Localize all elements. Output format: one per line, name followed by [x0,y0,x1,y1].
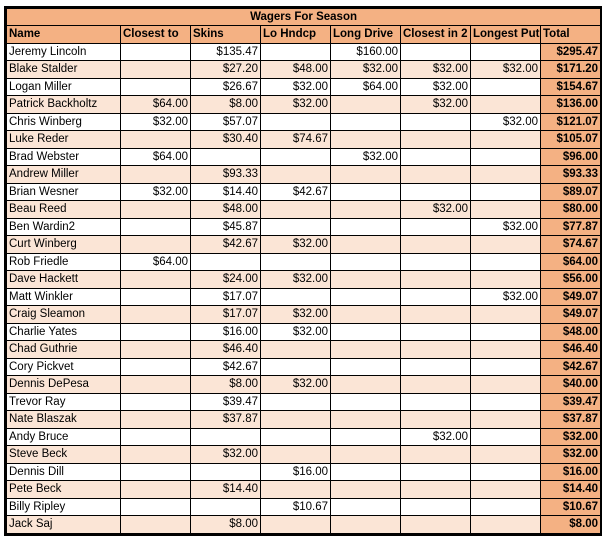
cell-name[interactable]: Jeremy Lincoln [7,43,121,61]
cell-skins[interactable]: $26.67 [191,78,261,96]
cell-total[interactable]: $14.40 [541,481,601,499]
table-row [7,61,601,79]
table-row [7,131,601,149]
cell-closest-to[interactable] [121,498,191,516]
cell-name[interactable]: Dennis Dill [7,463,121,481]
cell-total[interactable]: $93.33 [541,166,601,184]
cell-long-drive[interactable] [331,166,401,184]
cell-total[interactable]: $136.00 [541,96,601,114]
cell-closest-to[interactable] [121,61,191,79]
cell-longest-put[interactable] [471,183,541,201]
cell-long-drive[interactable] [331,236,401,254]
cell-long-drive[interactable]: $32.00 [331,148,401,166]
cell-skins[interactable]: $37.87 [191,411,261,429]
column-header-total[interactable]: Total [541,26,601,44]
cell-total[interactable]: $10.67 [541,498,601,516]
table-row [7,428,601,446]
cell-total[interactable]: $42.67 [541,358,601,376]
cell-longest-put[interactable] [471,201,541,219]
cell-lo-hndcp[interactable]: $10.67 [261,498,331,516]
cell-long-drive[interactable] [331,463,401,481]
cell-closest-in-2[interactable] [401,43,471,61]
cell-long-drive[interactable] [331,428,401,446]
table-row [7,376,601,394]
cell-skins[interactable]: $93.33 [191,166,261,184]
cell-long-drive[interactable] [331,498,401,516]
cell-longest-put[interactable] [471,376,541,394]
cell-closest-in-2[interactable]: $32.00 [401,78,471,96]
sheet-title[interactable]: Wagers For Season [7,9,601,26]
cell-lo-hndcp[interactable] [261,358,331,376]
cell-closest-in-2[interactable]: $32.00 [401,96,471,114]
cell-name[interactable]: Luke Reder [7,131,121,149]
cell-closest-to[interactable] [121,411,191,429]
cell-skins[interactable]: $42.67 [191,358,261,376]
cell-longest-put[interactable] [471,446,541,464]
cell-name[interactable]: Chris Winberg [7,113,121,131]
cell-total[interactable]: $80.00 [541,201,601,219]
cell-total[interactable]: $74.67 [541,236,601,254]
cell-long-drive[interactable]: $64.00 [331,78,401,96]
cell-longest-put[interactable] [471,516,541,534]
cell-long-drive[interactable] [331,306,401,324]
table-row [7,113,601,131]
cell-skins[interactable]: $8.00 [191,376,261,394]
table-row [7,498,601,516]
cell-lo-hndcp[interactable] [261,148,331,166]
cell-skins[interactable]: $32.00 [191,446,261,464]
table-row [7,411,601,429]
cell-closest-in-2[interactable] [401,288,471,306]
cell-closest-to[interactable] [121,166,191,184]
cell-name[interactable]: Brad Webster [7,148,121,166]
cell-closest-to[interactable] [121,271,191,289]
cell-longest-put[interactable] [471,341,541,359]
cell-name[interactable]: Andy Bruce [7,428,121,446]
cell-skins[interactable]: $14.40 [191,183,261,201]
cell-skins[interactable] [191,498,261,516]
cell-name[interactable]: Steve Beck [7,446,121,464]
cell-long-drive[interactable] [331,183,401,201]
cell-lo-hndcp[interactable] [261,481,331,499]
cell-longest-put[interactable] [471,78,541,96]
cell-longest-put[interactable] [471,358,541,376]
cell-closest-to[interactable]: $64.00 [121,253,191,271]
cell-closest-to[interactable]: $64.00 [121,96,191,114]
cell-closest-in-2[interactable] [401,341,471,359]
cell-lo-hndcp[interactable] [261,341,331,359]
cell-lo-hndcp[interactable] [261,253,331,271]
cell-closest-in-2[interactable] [401,323,471,341]
cell-skins[interactable]: $27.20 [191,61,261,79]
table-row [7,96,601,114]
cell-closest-in-2[interactable] [401,306,471,324]
cell-lo-hndcp[interactable]: $74.67 [261,131,331,149]
cell-lo-hndcp[interactable]: $32.00 [261,323,331,341]
cell-closest-to[interactable] [121,288,191,306]
cell-name[interactable]: Curt Winberg [7,236,121,254]
cell-name[interactable]: Billy Ripley [7,498,121,516]
table-row [7,358,601,376]
column-header-longest-put[interactable]: Longest Put [471,26,541,44]
cell-total[interactable]: $64.00 [541,253,601,271]
cell-total[interactable]: $56.00 [541,271,601,289]
cell-name[interactable]: Brian Wesner [7,183,121,201]
table-row [7,516,601,534]
cell-long-drive[interactable] [331,411,401,429]
cell-lo-hndcp[interactable] [261,516,331,534]
cell-long-drive[interactable] [331,201,401,219]
cell-name[interactable]: Charlie Yates [7,323,121,341]
cell-closest-in-2[interactable] [401,446,471,464]
cell-skins[interactable]: $57.07 [191,113,261,131]
cell-name[interactable]: Chad Guthrie [7,341,121,359]
cell-long-drive[interactable] [331,113,401,131]
cell-longest-put[interactable] [471,236,541,254]
cell-skins[interactable]: $135.47 [191,43,261,61]
cell-total[interactable]: $48.00 [541,323,601,341]
cell-total[interactable]: $46.40 [541,341,601,359]
table-row [7,463,601,481]
cell-closest-to[interactable]: $32.00 [121,183,191,201]
cell-long-drive[interactable] [331,446,401,464]
cell-longest-put[interactable]: $32.00 [471,288,541,306]
cell-skins[interactable] [191,148,261,166]
cell-skins[interactable]: $17.07 [191,288,261,306]
cell-longest-put[interactable]: $32.00 [471,113,541,131]
cell-total[interactable]: $89.07 [541,183,601,201]
table-row [7,446,601,464]
column-header-closest-in-2[interactable]: Closest in 2 [401,26,471,44]
cell-total[interactable]: $154.67 [541,78,601,96]
wagers-table [6,8,601,534]
cell-longest-put[interactable] [471,253,541,271]
cell-total[interactable]: $96.00 [541,148,601,166]
cell-longest-put[interactable] [471,148,541,166]
cell-name[interactable]: Cory Pickvet [7,358,121,376]
cell-longest-put[interactable] [471,481,541,499]
cell-skins[interactable]: $14.40 [191,481,261,499]
cell-long-drive[interactable] [331,288,401,306]
table-row [7,341,601,359]
cell-name[interactable]: Craig Sleamon [7,306,121,324]
cell-closest-to[interactable] [121,358,191,376]
cell-lo-hndcp[interactable] [261,166,331,184]
cell-closest-to[interactable] [121,306,191,324]
column-header-lo-hndcp[interactable]: Lo Hndcp [261,26,331,44]
cell-closest-to[interactable] [121,446,191,464]
cell-lo-hndcp[interactable]: $16.00 [261,463,331,481]
cell-name[interactable]: Beau Reed [7,201,121,219]
cell-long-drive[interactable] [331,341,401,359]
cell-closest-in-2[interactable] [401,131,471,149]
cell-lo-hndcp[interactable] [261,446,331,464]
cell-closest-in-2[interactable] [401,376,471,394]
cell-skins[interactable]: $24.00 [191,271,261,289]
table-row [7,166,601,184]
cell-longest-put[interactable] [471,306,541,324]
column-header-long-drive[interactable]: Long Drive [331,26,401,44]
cell-long-drive[interactable] [331,358,401,376]
cell-total[interactable]: $37.87 [541,411,601,429]
cell-closest-in-2[interactable] [401,253,471,271]
header-row [7,26,601,44]
cell-lo-hndcp[interactable] [261,43,331,61]
cell-lo-hndcp[interactable]: $32.00 [261,271,331,289]
cell-closest-to[interactable] [121,481,191,499]
cell-name[interactable]: Rob Friedle [7,253,121,271]
cell-lo-hndcp[interactable] [261,113,331,131]
cell-long-drive[interactable] [331,253,401,271]
cell-total[interactable]: $39.47 [541,393,601,411]
cell-lo-hndcp[interactable]: $32.00 [261,306,331,324]
cell-total[interactable]: $49.07 [541,288,601,306]
cell-name[interactable]: Pete Beck [7,481,121,499]
cell-total[interactable]: $171.20 [541,61,601,79]
cell-total[interactable]: $105.07 [541,131,601,149]
cell-longest-put[interactable] [471,411,541,429]
cell-closest-to[interactable] [121,393,191,411]
cell-name[interactable]: Dennis DePesa [7,376,121,394]
cell-total[interactable]: $49.07 [541,306,601,324]
cell-lo-hndcp[interactable] [261,393,331,411]
cell-closest-in-2[interactable] [401,218,471,236]
cell-lo-hndcp[interactable]: $32.00 [261,236,331,254]
cell-total[interactable]: $8.00 [541,516,601,534]
cell-skins[interactable]: $16.00 [191,323,261,341]
cell-skins[interactable]: $8.00 [191,96,261,114]
cell-longest-put[interactable]: $32.00 [471,218,541,236]
table-row [7,323,601,341]
cell-long-drive[interactable] [331,96,401,114]
cell-longest-put[interactable] [471,498,541,516]
column-header-skins[interactable]: Skins [191,26,261,44]
cell-longest-put[interactable] [471,393,541,411]
cell-closest-in-2[interactable]: $32.00 [401,428,471,446]
cell-closest-in-2[interactable] [401,498,471,516]
cell-lo-hndcp[interactable] [261,411,331,429]
cell-longest-put[interactable]: $32.00 [471,61,541,79]
cell-total[interactable]: $40.00 [541,376,601,394]
table-row [7,306,601,324]
cell-name[interactable]: Ben Wardin2 [7,218,121,236]
cell-longest-put[interactable] [471,428,541,446]
cell-closest-to[interactable] [121,131,191,149]
cell-closest-in-2[interactable] [401,393,471,411]
title-row [7,9,601,26]
cell-closest-to[interactable] [121,323,191,341]
cell-closest-to[interactable]: $64.00 [121,148,191,166]
table-row [7,393,601,411]
table-row [7,271,601,289]
cell-skins[interactable]: $39.47 [191,393,261,411]
table-row [7,481,601,499]
cell-long-drive[interactable] [331,323,401,341]
cell-closest-to[interactable] [121,43,191,61]
cell-lo-hndcp[interactable] [261,201,331,219]
cell-lo-hndcp[interactable]: $32.00 [261,78,331,96]
cell-closest-in-2[interactable] [401,148,471,166]
table-row [7,183,601,201]
cell-closest-to[interactable] [121,218,191,236]
cell-closest-in-2[interactable] [401,183,471,201]
cell-closest-in-2[interactable] [401,166,471,184]
cell-closest-to[interactable] [121,516,191,534]
cell-name[interactable]: Blake Stalder [7,61,121,79]
cell-name[interactable]: Patrick Backholtz [7,96,121,114]
table-row [7,236,601,254]
cell-lo-hndcp[interactable]: $42.67 [261,183,331,201]
cell-name[interactable]: Matt Winkler [7,288,121,306]
cell-long-drive[interactable] [331,218,401,236]
cell-longest-put[interactable] [471,43,541,61]
cell-closest-in-2[interactable] [401,113,471,131]
column-header-closest-to[interactable]: Closest to [121,26,191,44]
cell-closest-in-2[interactable]: $32.00 [401,201,471,219]
cell-lo-hndcp[interactable]: $48.00 [261,61,331,79]
cell-name[interactable]: Andrew Miller [7,166,121,184]
cell-long-drive[interactable] [331,393,401,411]
cell-lo-hndcp[interactable] [261,428,331,446]
cell-closest-to[interactable] [121,78,191,96]
cell-total[interactable]: $32.00 [541,428,601,446]
table-row [7,148,601,166]
cell-skins[interactable]: $17.07 [191,306,261,324]
cell-closest-to[interactable]: $32.00 [121,113,191,131]
cell-long-drive[interactable] [331,516,401,534]
column-header-name[interactable]: Name [7,26,121,44]
cell-name[interactable]: Trevor Ray [7,393,121,411]
table-row [7,218,601,236]
cell-closest-to[interactable] [121,341,191,359]
cell-closest-in-2[interactable] [401,516,471,534]
cell-lo-hndcp[interactable] [261,218,331,236]
cell-total[interactable]: $32.00 [541,446,601,464]
cell-total[interactable]: $77.87 [541,218,601,236]
cell-long-drive[interactable]: $160.00 [331,43,401,61]
cell-closest-in-2[interactable] [401,271,471,289]
cell-closest-in-2[interactable] [401,481,471,499]
cell-long-drive[interactable] [331,376,401,394]
cell-closest-in-2[interactable]: $32.00 [401,61,471,79]
table-row [7,253,601,271]
cell-closest-to[interactable] [121,201,191,219]
cell-long-drive[interactable] [331,271,401,289]
cell-longest-put[interactable] [471,323,541,341]
cell-lo-hndcp[interactable] [261,288,331,306]
cell-longest-put[interactable] [471,271,541,289]
cell-skins[interactable]: $45.87 [191,218,261,236]
cell-total[interactable]: $16.00 [541,463,601,481]
cell-closest-to[interactable] [121,428,191,446]
cell-name[interactable]: Dave Hackett [7,271,121,289]
cell-closest-in-2[interactable] [401,236,471,254]
cell-longest-put[interactable] [471,96,541,114]
cell-lo-hndcp[interactable]: $32.00 [261,376,331,394]
cell-skins[interactable]: $42.67 [191,236,261,254]
cell-closest-in-2[interactable] [401,358,471,376]
cell-skins[interactable]: $8.00 [191,516,261,534]
cell-closest-to[interactable] [121,376,191,394]
cell-skins[interactable]: $48.00 [191,201,261,219]
cell-skins[interactable]: $46.40 [191,341,261,359]
cell-long-drive[interactable]: $32.00 [331,61,401,79]
cell-skins[interactable]: $30.40 [191,131,261,149]
cell-lo-hndcp[interactable]: $32.00 [261,96,331,114]
cell-longest-put[interactable] [471,166,541,184]
cell-longest-put[interactable] [471,131,541,149]
cell-long-drive[interactable] [331,481,401,499]
cell-skins[interactable] [191,463,261,481]
cell-skins[interactable] [191,253,261,271]
table-row [7,201,601,219]
cell-closest-to[interactable] [121,463,191,481]
cell-total[interactable]: $121.07 [541,113,601,131]
wagers-table-container [4,6,602,536]
cell-name[interactable]: Logan Miller [7,78,121,96]
cell-name[interactable]: Nate Blaszak [7,411,121,429]
table-row [7,288,601,306]
cell-name[interactable]: Jack Saj [7,516,121,534]
table-row [7,43,601,61]
table-row [7,78,601,96]
cell-longest-put[interactable] [471,463,541,481]
cell-total[interactable]: $295.47 [541,43,601,61]
cell-closest-to[interactable] [121,236,191,254]
cell-closest-in-2[interactable] [401,463,471,481]
cell-skins[interactable] [191,428,261,446]
cell-long-drive[interactable] [331,131,401,149]
cell-closest-in-2[interactable] [401,411,471,429]
